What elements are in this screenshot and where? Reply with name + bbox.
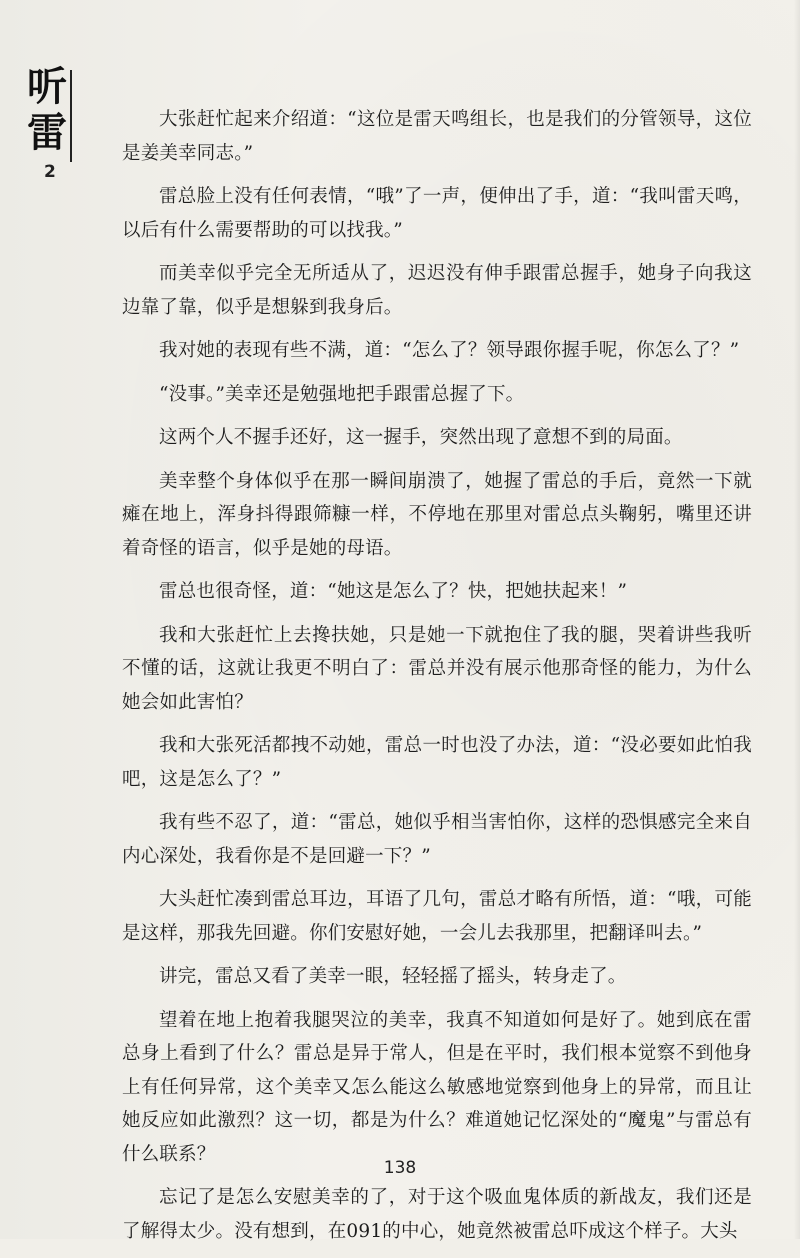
paragraph: 我和大张死活都拽不动她，雷总一时也没了办法，道：“没必要如此怕我吧，这是怎么了？” [122, 735, 752, 790]
header-rule [70, 70, 72, 162]
paragraph: 而美幸似乎完全无所适从了，迟迟没有伸手跟雷总握手，她身子向我这边靠了靠，似乎是想躲到我身后。 [122, 263, 752, 318]
paragraph: 大头赶忙凑到雷总耳边，耳语了几句，雷总才略有所悟，道：“哦，可能是这样，那我先回避。你们安慰好她，一会儿去我那里，把翻译叫去。” [122, 889, 752, 944]
running-header [24, 63, 84, 182]
paragraph: 我有些不忍了，道：“雷总，她似乎相当害怕你，这样的恐惧感完全来自内心深处，我看你是不是回避一下？” [122, 812, 752, 867]
book-title: 听雷 [27, 63, 67, 156]
paragraph: 雷总也很奇怪，道：“她这是怎么了？快，把她扶起来！” [159, 581, 628, 602]
paragraph: 我和大张赶忙上去搀扶她，只是她一下就抱住了我的腿，哭着讲些我听不懂的话，这就让我更不明白了：雷总并没有展示他那奇怪的能力，为什么她会如此害怕？ [122, 624, 752, 713]
page-number: 138 [383, 1158, 417, 1178]
paragraph: 我对她的表现有些不满，道：“怎么了？领导跟你握手呢，你怎么了？” [159, 340, 740, 361]
paragraph: 忘记了是怎么安慰美幸的了，对于这个吸血鬼体质的新战友，我们还是了解得太少。没有想到，在091的中心，她竟然被雷总吓成这个样子。大头 [122, 1187, 752, 1242]
paragraph: “没事。”美幸还是勉强地把手跟雷总握了下。 [159, 383, 525, 405]
body-text [122, 103, 752, 1258]
chapter-number: 2 [44, 162, 56, 182]
paragraph: 望着在地上抱着我腿哭泣的美幸，我真不知道如何是好了。她到底在雷总身上看到了什么？雷总是异于常人，但是在平时，我们根本觉察不到他身上有任何异常，这个美幸又怎么能这么敏感地觉察到他身上的异常，而且让她反应如此激烈？这一切，都是为什么？难道她记忆深处的“魔鬼”与雷总有什么联系？ [122, 1009, 752, 1165]
page-edge-shadow [794, 0, 800, 1239]
paragraph: 雷总脸上没有任何表情，“哦”了一声，便伸出了手，道：“我叫雷天鸣，以后有什么需要帮助的可以找我。” [122, 186, 752, 241]
paragraph: 讲完，雷总又看了美幸一眼，轻轻摇了摇头，转身走了。 [159, 966, 627, 987]
paragraph: 这两个人不握手还好，这一握手，突然出现了意想不到的局面。 [159, 427, 683, 448]
paragraph: 美幸整个身体似乎在那一瞬间崩溃了，她握了雷总的手后，竟然一下就瘫在地上，浑身抖得跟筛糠一样，不停地在那里对雷总点头鞠躬，嘴里还讲着奇怪的语言，似乎是她的母语。 [122, 470, 752, 559]
paragraph: 大张赶忙起来介绍道：“这位是雷天鸣组长，也是我们的分管领导，这位是姜美幸同志。” [122, 109, 752, 164]
